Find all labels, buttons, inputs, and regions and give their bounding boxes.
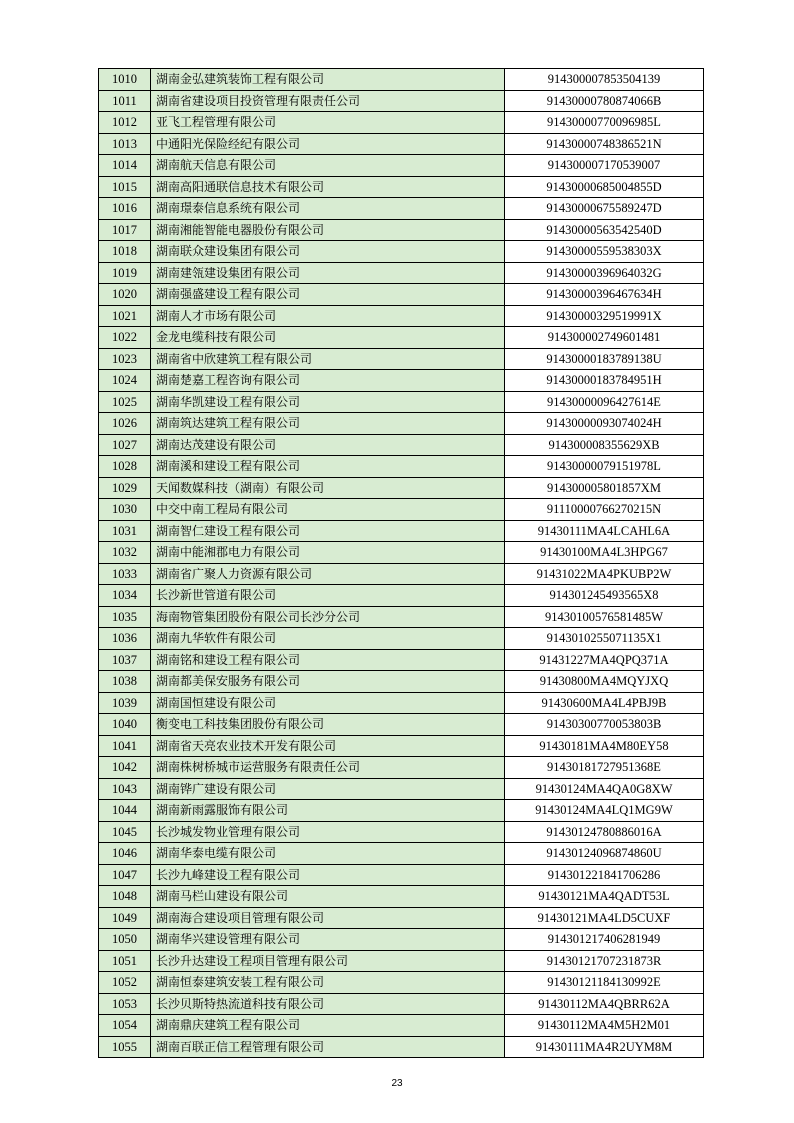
table-row — [99, 886, 704, 908]
credit-code-cell: 91430100576581485W — [505, 606, 704, 628]
table-row — [99, 413, 704, 435]
credit-code-cell: 91430000396467634H — [505, 284, 704, 306]
credit-code-cell: 91430121MA4LD5CUXF — [505, 907, 704, 929]
company-name-cell: 湖南强盛建设工程有限公司 — [151, 284, 505, 306]
credit-code-cell: 914300002749601481 — [505, 327, 704, 349]
table-row — [99, 929, 704, 951]
credit-code-cell: 914301221841706286 — [505, 864, 704, 886]
company-name-cell: 中交中南工程局有限公司 — [151, 499, 505, 521]
credit-code-cell: 91430111MA4LCAHL6A — [505, 520, 704, 542]
row-number-cell: 1026 — [99, 413, 151, 435]
table-row — [99, 671, 704, 693]
row-number-cell: 1019 — [99, 262, 151, 284]
table-row — [99, 219, 704, 241]
credit-code-cell: 91430111MA4R2UYM8M — [505, 1036, 704, 1058]
credit-code-cell: 914300008355629XB — [505, 434, 704, 456]
company-name-cell: 湖南九华软件有限公司 — [151, 628, 505, 650]
row-number-cell: 1021 — [99, 305, 151, 327]
table-row — [99, 628, 704, 650]
row-number-cell: 1032 — [99, 542, 151, 564]
table-row — [99, 585, 704, 607]
table-row — [99, 843, 704, 865]
row-number-cell: 1043 — [99, 778, 151, 800]
table-row — [99, 155, 704, 177]
company-name-cell: 湖南智仁建设工程有限公司 — [151, 520, 505, 542]
company-table-body — [99, 69, 704, 1058]
row-number-cell: 1025 — [99, 391, 151, 413]
company-name-cell: 湖南国恒建设有限公司 — [151, 692, 505, 714]
table-row — [99, 176, 704, 198]
table-row — [99, 370, 704, 392]
row-number-cell: 1018 — [99, 241, 151, 263]
company-name-cell: 湖南马栏山建设有限公司 — [151, 886, 505, 908]
table-row — [99, 477, 704, 499]
credit-code-cell: 914300005801857XM — [505, 477, 704, 499]
credit-code-cell: 91430124096874860U — [505, 843, 704, 865]
credit-code-cell: 91430000559538303X — [505, 241, 704, 263]
row-number-cell: 1012 — [99, 112, 151, 134]
table-row — [99, 821, 704, 843]
row-number-cell: 1048 — [99, 886, 151, 908]
row-number-cell: 1030 — [99, 499, 151, 521]
company-name-cell: 长沙新世管道有限公司 — [151, 585, 505, 607]
company-name-cell: 长沙九峰建设工程有限公司 — [151, 864, 505, 886]
company-name-cell: 湖南楚嘉工程咨询有限公司 — [151, 370, 505, 392]
company-name-cell: 长沙升达建设工程项目管理有限公司 — [151, 950, 505, 972]
row-number-cell: 1024 — [99, 370, 151, 392]
company-name-cell: 湖南铭和建设工程有限公司 — [151, 649, 505, 671]
credit-code-cell: 91430121184130992E — [505, 972, 704, 994]
table-row — [99, 69, 704, 91]
table-row — [99, 348, 704, 370]
credit-code-cell: 91430800MA4MQYJXQ — [505, 671, 704, 693]
row-number-cell: 1035 — [99, 606, 151, 628]
credit-code-cell: 91110000766270215N — [505, 499, 704, 521]
company-name-cell: 湖南省中欣建筑工程有限公司 — [151, 348, 505, 370]
row-number-cell: 1011 — [99, 90, 151, 112]
row-number-cell: 1031 — [99, 520, 151, 542]
credit-code-cell: 91431022MA4PKUBP2W — [505, 563, 704, 585]
company-name-cell: 湖南湘能智能电器股份有限公司 — [151, 219, 505, 241]
table-row — [99, 649, 704, 671]
company-name-cell: 湖南恒泰建筑安装工程有限公司 — [151, 972, 505, 994]
credit-code-cell: 91430121707231873R — [505, 950, 704, 972]
table-row — [99, 606, 704, 628]
credit-code-cell: 914301245493565X8 — [505, 585, 704, 607]
table-row — [99, 434, 704, 456]
table-row — [99, 714, 704, 736]
table-row — [99, 284, 704, 306]
table-row — [99, 800, 704, 822]
company-name-cell: 湖南新雨露服饰有限公司 — [151, 800, 505, 822]
row-number-cell: 1022 — [99, 327, 151, 349]
company-name-cell: 湖南溪和建设工程有限公司 — [151, 456, 505, 478]
credit-code-cell: 91430000780874066B — [505, 90, 704, 112]
credit-code-cell: 91430000183789138U — [505, 348, 704, 370]
row-number-cell: 1040 — [99, 714, 151, 736]
table-row — [99, 993, 704, 1015]
row-number-cell: 1017 — [99, 219, 151, 241]
credit-code-cell: 91430124MA4LQ1MG9W — [505, 800, 704, 822]
company-name-cell: 湖南华凯建设工程有限公司 — [151, 391, 505, 413]
row-number-cell: 1020 — [99, 284, 151, 306]
credit-code-cell: 91430100MA4L3HPG67 — [505, 542, 704, 564]
table-row — [99, 907, 704, 929]
table-row — [99, 520, 704, 542]
table-row — [99, 1036, 704, 1058]
company-name-cell: 湖南联众建设集团有限公司 — [151, 241, 505, 263]
table-row — [99, 563, 704, 585]
company-name-cell: 湖南铧广建设有限公司 — [151, 778, 505, 800]
company-name-cell: 衡变电工科技集团股份有限公司 — [151, 714, 505, 736]
credit-code-cell: 91430000675589247D — [505, 198, 704, 220]
credit-code-cell: 914300007170539007 — [505, 155, 704, 177]
company-name-cell: 湖南筑达建筑工程有限公司 — [151, 413, 505, 435]
credit-code-cell: 91430112MA4M5H2M01 — [505, 1015, 704, 1037]
company-name-cell: 湖南达茂建设有限公司 — [151, 434, 505, 456]
row-number-cell: 1034 — [99, 585, 151, 607]
company-name-cell: 湖南鼎庆建筑工程有限公司 — [151, 1015, 505, 1037]
table-row — [99, 391, 704, 413]
company-name-cell: 湖南航天信息有限公司 — [151, 155, 505, 177]
table-row — [99, 112, 704, 134]
company-name-cell: 湖南华兴建设管理有限公司 — [151, 929, 505, 951]
row-number-cell: 1036 — [99, 628, 151, 650]
row-number-cell: 1027 — [99, 434, 151, 456]
table-row — [99, 757, 704, 779]
company-name-cell: 湖南都美保安服务有限公司 — [151, 671, 505, 693]
table-row — [99, 1015, 704, 1037]
company-name-cell: 湖南省建设项目投资管理有限责任公司 — [151, 90, 505, 112]
company-name-cell: 天闻数媒科技（湖南）有限公司 — [151, 477, 505, 499]
row-number-cell: 1029 — [99, 477, 151, 499]
row-number-cell: 1015 — [99, 176, 151, 198]
credit-code-cell: 91430000685004855D — [505, 176, 704, 198]
row-number-cell: 1023 — [99, 348, 151, 370]
credit-code-cell: 91430000093074024H — [505, 413, 704, 435]
credit-code-cell: 91430300770053803B — [505, 714, 704, 736]
table-row — [99, 542, 704, 564]
table-row — [99, 972, 704, 994]
company-name-cell: 湖南百联正信工程管理有限公司 — [151, 1036, 505, 1058]
table-row — [99, 305, 704, 327]
row-number-cell: 1044 — [99, 800, 151, 822]
table-row — [99, 133, 704, 155]
row-number-cell: 1047 — [99, 864, 151, 886]
table-row — [99, 499, 704, 521]
row-number-cell: 1045 — [99, 821, 151, 843]
table-row — [99, 692, 704, 714]
company-name-cell: 海南物管集团股份有限公司长沙分公司 — [151, 606, 505, 628]
company-name-cell: 湖南株树桥城市运营服务有限责任公司 — [151, 757, 505, 779]
company-name-cell: 湖南海合建设项目管理有限公司 — [151, 907, 505, 929]
table-row — [99, 864, 704, 886]
company-name-cell: 湖南璟泰信息系统有限公司 — [151, 198, 505, 220]
table-row — [99, 456, 704, 478]
company-table-container — [98, 68, 703, 1058]
table-row — [99, 778, 704, 800]
row-number-cell: 1046 — [99, 843, 151, 865]
credit-code-cell: 91430000563542540D — [505, 219, 704, 241]
company-name-cell: 湖南省天亮农业技术开发有限公司 — [151, 735, 505, 757]
company-table — [98, 68, 704, 1058]
company-name-cell: 湖南省广聚人力资源有限公司 — [151, 563, 505, 585]
credit-code-cell: 91431227MA4QPQ371A — [505, 649, 704, 671]
credit-code-cell: 91430112MA4QBRR62A — [505, 993, 704, 1015]
company-name-cell: 长沙城发物业管理有限公司 — [151, 821, 505, 843]
credit-code-cell: 91430000183784951H — [505, 370, 704, 392]
company-name-cell: 湖南中能湘郡电力有限公司 — [151, 542, 505, 564]
company-name-cell: 湖南高阳通联信息技术有限公司 — [151, 176, 505, 198]
page-number: 23 — [391, 1078, 403, 1089]
credit-code-cell: 91430000096427614E — [505, 391, 704, 413]
row-number-cell: 1050 — [99, 929, 151, 951]
company-name-cell: 湖南金弘建筑装饰工程有限公司 — [151, 69, 505, 91]
company-name-cell: 金龙电缆科技有限公司 — [151, 327, 505, 349]
credit-code-cell: 91430124MA4QA0G8XW — [505, 778, 704, 800]
row-number-cell: 1039 — [99, 692, 151, 714]
company-name-cell: 湖南人才市场有限公司 — [151, 305, 505, 327]
row-number-cell: 1038 — [99, 671, 151, 693]
table-row — [99, 241, 704, 263]
row-number-cell: 1055 — [99, 1036, 151, 1058]
row-number-cell: 1013 — [99, 133, 151, 155]
table-row — [99, 198, 704, 220]
credit-code-cell: 91430181MA4M80EY58 — [505, 735, 704, 757]
company-name-cell: 长沙贝斯特热流道科技有限公司 — [151, 993, 505, 1015]
table-row — [99, 950, 704, 972]
table-row — [99, 735, 704, 757]
company-name-cell: 亚飞工程管理有限公司 — [151, 112, 505, 134]
company-name-cell: 湖南华泰电缆有限公司 — [151, 843, 505, 865]
row-number-cell: 1033 — [99, 563, 151, 585]
row-number-cell: 1037 — [99, 649, 151, 671]
row-number-cell: 1051 — [99, 950, 151, 972]
row-number-cell: 1014 — [99, 155, 151, 177]
credit-code-cell: 91430124780886016A — [505, 821, 704, 843]
table-row — [99, 262, 704, 284]
credit-code-cell: 91430121MA4QADT53L — [505, 886, 704, 908]
row-number-cell: 1053 — [99, 993, 151, 1015]
credit-code-cell: 91430000770096985L — [505, 112, 704, 134]
row-number-cell: 1016 — [99, 198, 151, 220]
credit-code-cell: 91430181727951368E — [505, 757, 704, 779]
credit-code-cell: 91430600MA4L4PBJ9B — [505, 692, 704, 714]
row-number-cell: 1052 — [99, 972, 151, 994]
credit-code-cell: 91430000079151978L — [505, 456, 704, 478]
row-number-cell: 1042 — [99, 757, 151, 779]
table-row — [99, 327, 704, 349]
company-name-cell: 中通阳光保险经纪有限公司 — [151, 133, 505, 155]
row-number-cell: 1054 — [99, 1015, 151, 1037]
credit-code-cell: 9143010255071135X1 — [505, 628, 704, 650]
company-name-cell: 湖南建瓴建设集团有限公司 — [151, 262, 505, 284]
credit-code-cell: 914300007853504139 — [505, 69, 704, 91]
row-number-cell: 1041 — [99, 735, 151, 757]
credit-code-cell: 91430000396964032G — [505, 262, 704, 284]
credit-code-cell: 91430000748386521N — [505, 133, 704, 155]
row-number-cell: 1028 — [99, 456, 151, 478]
credit-code-cell: 91430000329519991X — [505, 305, 704, 327]
table-row — [99, 90, 704, 112]
row-number-cell: 1049 — [99, 907, 151, 929]
credit-code-cell: 914301217406281949 — [505, 929, 704, 951]
row-number-cell: 1010 — [99, 69, 151, 91]
